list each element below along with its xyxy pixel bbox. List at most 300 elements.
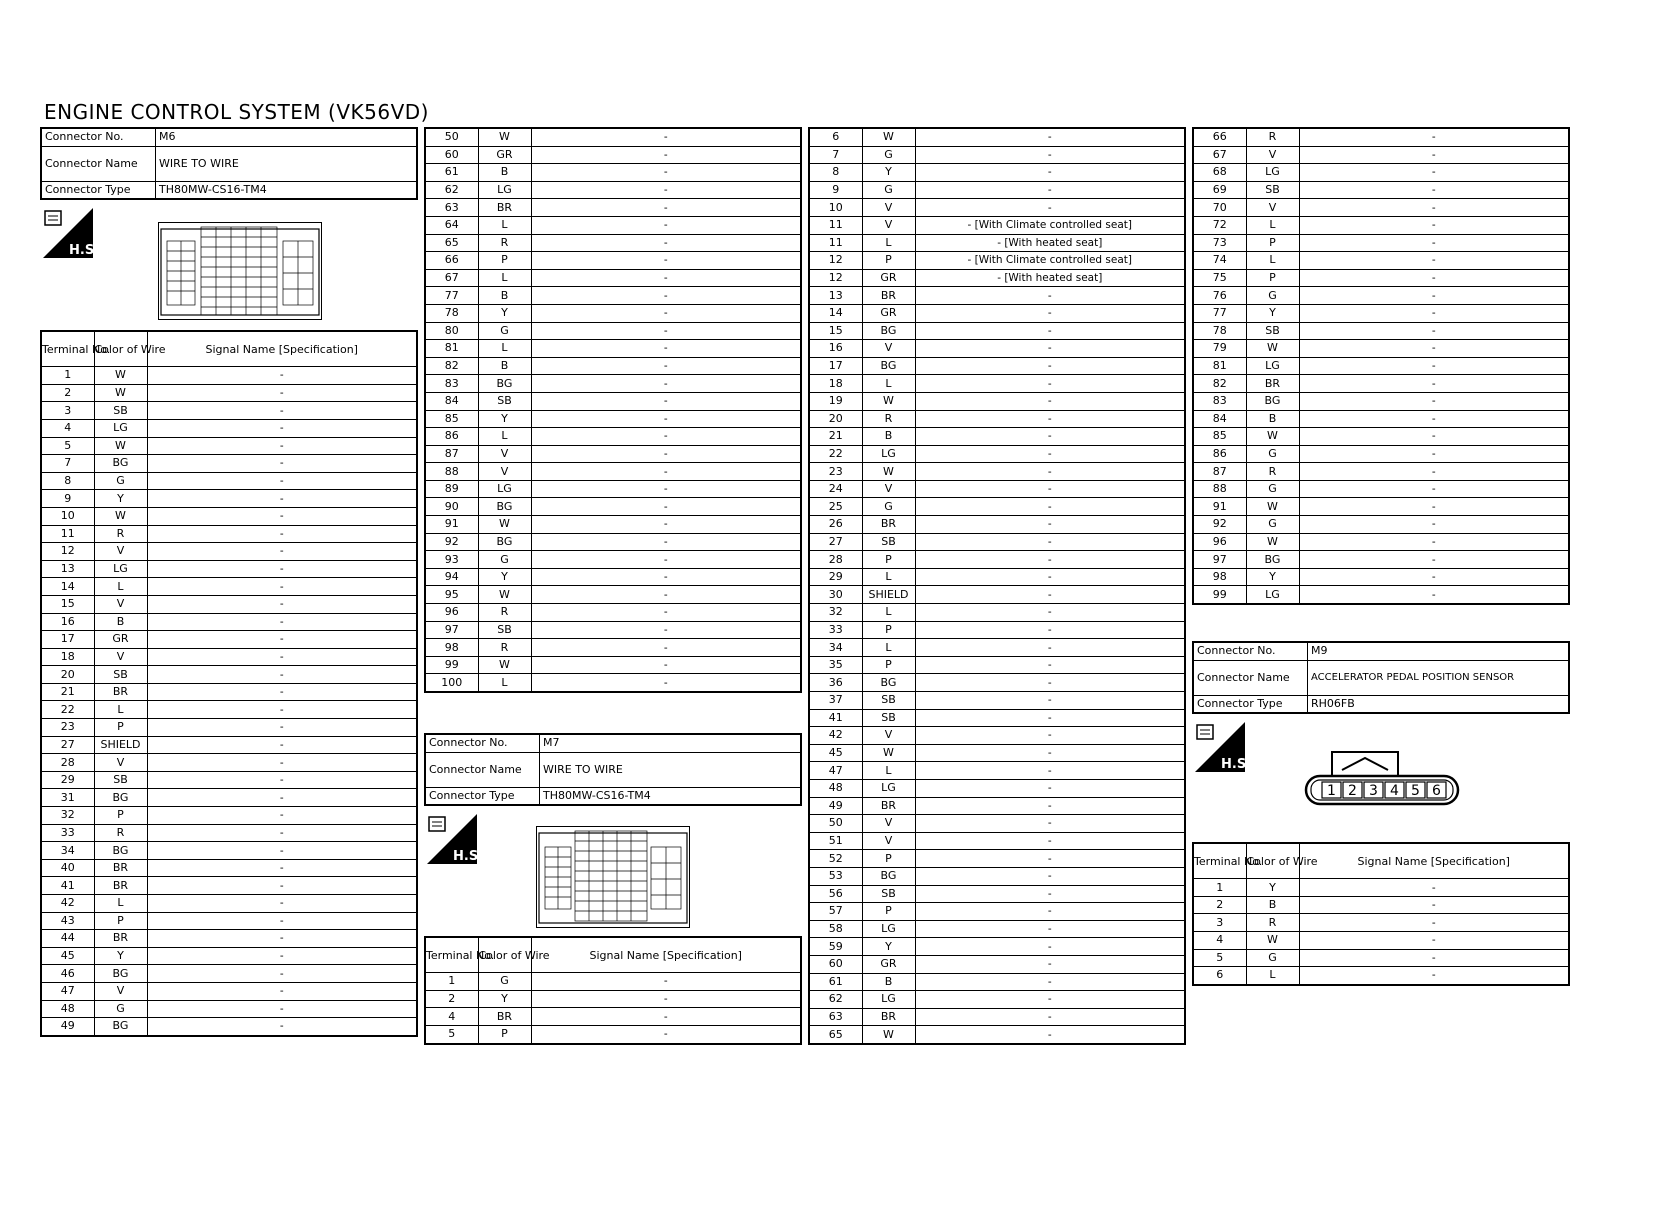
terminal-no-cell: 21: [809, 428, 862, 446]
signal-name-cell: -: [147, 754, 417, 772]
table-row: [809, 533, 1185, 551]
table-row: [41, 859, 417, 877]
table-row: [425, 498, 801, 516]
terminal-no-cell: 82: [1193, 375, 1246, 393]
signal-name-cell: -: [1299, 340, 1569, 358]
wire-color-cell: W: [94, 367, 147, 385]
signal-name-cell: -: [1299, 269, 1569, 287]
terminal-no-cell: 92: [425, 533, 478, 551]
wire-color-cell: LG: [94, 560, 147, 578]
m7-rows: [425, 973, 801, 1044]
table-row: [1193, 896, 1569, 914]
terminal-no-cell: 64: [425, 216, 478, 234]
wire-color-cell: W: [94, 507, 147, 525]
wire-color-cell: G: [94, 472, 147, 490]
terminal-no-cell: 77: [425, 287, 478, 305]
table-row: [1193, 932, 1569, 950]
m9-pin-label: 6: [1432, 783, 1441, 800]
terminal-no-cell: 29: [41, 771, 94, 789]
table-row: [425, 392, 801, 410]
wire-color-cell: G: [94, 1000, 147, 1018]
signal-name-cell: -: [147, 613, 417, 631]
terminal-no-cell: 17: [41, 631, 94, 649]
table-row: [809, 392, 1185, 410]
signal-name-cell: -: [1299, 428, 1569, 446]
wire-color-cell: Y: [1246, 879, 1299, 897]
wire-color-cell: W: [862, 128, 915, 146]
terminal-no-cell: 48: [809, 779, 862, 797]
signal-name-cell: -: [1299, 551, 1569, 569]
wire-color-cell: V: [862, 340, 915, 358]
table-row: [425, 287, 801, 305]
signal-name-cell: -: [915, 621, 1185, 639]
harness-side-icon: [1195, 722, 1252, 773]
signal-name-cell: -: [1299, 480, 1569, 498]
table-row: [425, 340, 801, 358]
terminal-no-cell: 33: [41, 824, 94, 842]
wire-color-cell: P: [1246, 234, 1299, 252]
wire-color-cell: BG: [862, 322, 915, 340]
terminal-no-cell: 63: [809, 1008, 862, 1026]
signal-name-cell: -: [147, 982, 417, 1000]
terminal-no-cell: 5: [1193, 949, 1246, 967]
wire-color-cell: L: [862, 604, 915, 622]
table-row: [809, 357, 1185, 375]
terminal-no-cell: 87: [1193, 463, 1246, 481]
signal-name-cell: -: [915, 867, 1185, 885]
signal-name-cell: -: [531, 428, 801, 446]
header-color-of-wire: Color of Wire: [1246, 843, 1299, 879]
m6-rows: [41, 367, 417, 1036]
table-row: [41, 807, 417, 825]
signal-name-cell: -: [915, 779, 1185, 797]
wire-color-cell: B: [478, 164, 531, 182]
table-row: [425, 181, 801, 199]
wire-color-cell: SB: [478, 621, 531, 639]
signal-name-cell: -: [915, 815, 1185, 833]
terminal-no-cell: 31: [41, 789, 94, 807]
terminal-no-cell: 66: [1193, 128, 1246, 146]
wire-color-cell: G: [1246, 287, 1299, 305]
signal-name-cell: -: [1299, 568, 1569, 586]
wire-color-cell: LG: [1246, 357, 1299, 375]
table-row: [41, 578, 417, 596]
terminal-no-cell: 37: [809, 692, 862, 710]
wire-color-cell: B: [862, 973, 915, 991]
wire-color-cell: GR: [862, 304, 915, 322]
signal-name-cell: -: [147, 384, 417, 402]
table-row: [41, 877, 417, 895]
terminal-no-cell: 5: [425, 1025, 478, 1043]
terminal-no-cell: 73: [1193, 234, 1246, 252]
table-row: [425, 199, 801, 217]
table-row: [1193, 410, 1569, 428]
signal-name-cell: -: [531, 990, 801, 1008]
terminal-no-cell: 9: [809, 181, 862, 199]
table-row: [809, 762, 1185, 780]
m9-connector-face-icon: [1302, 748, 1462, 808]
signal-name-cell: -: [915, 850, 1185, 868]
table-row: [809, 779, 1185, 797]
terminal-no-cell: 81: [425, 340, 478, 358]
table-row: [41, 982, 417, 1000]
wire-color-cell: R: [478, 639, 531, 657]
table-row: [1193, 164, 1569, 182]
signal-name-cell: -: [147, 895, 417, 913]
signal-name-cell: -: [531, 392, 801, 410]
signal-name-cell: -: [1299, 128, 1569, 146]
signal-name-cell: -: [1299, 216, 1569, 234]
signal-name-cell: -: [915, 410, 1185, 428]
wire-color-cell: V: [1246, 199, 1299, 217]
wire-color-cell: V: [478, 445, 531, 463]
wire-color-cell: Y: [478, 568, 531, 586]
wire-color-cell: W: [1246, 498, 1299, 516]
signal-name-cell: -: [147, 1018, 417, 1036]
table-row: [425, 533, 801, 551]
wire-color-cell: L: [1246, 252, 1299, 270]
label-connector-no: Connector No.: [425, 734, 540, 752]
signal-name-cell: -: [147, 859, 417, 877]
terminal-no-cell: 7: [41, 455, 94, 473]
signal-name-cell: -: [915, 727, 1185, 745]
column-3: [808, 127, 1186, 1045]
terminal-no-cell: 45: [809, 744, 862, 762]
table-row: [1193, 146, 1569, 164]
signal-name-cell: -: [915, 304, 1185, 322]
m7-rows-cont2: [1193, 128, 1569, 604]
signal-name-cell: -: [531, 1008, 801, 1026]
wire-color-cell: V: [862, 832, 915, 850]
terminal-no-cell: 82: [425, 357, 478, 375]
table-row: [1193, 128, 1569, 146]
signal-name-cell: -: [1299, 533, 1569, 551]
m9-pin-label: 1: [1327, 783, 1336, 800]
wire-color-cell: W: [1246, 428, 1299, 446]
table-row: [809, 727, 1185, 745]
wire-color-cell: L: [478, 428, 531, 446]
terminal-no-cell: 53: [809, 867, 862, 885]
terminal-no-cell: 84: [1193, 410, 1246, 428]
table-row: [809, 568, 1185, 586]
wire-color-cell: BR: [862, 516, 915, 534]
m7-terminal-table-cont: [808, 127, 1186, 1045]
wire-color-cell: LG: [862, 991, 915, 1009]
table-row: [809, 516, 1185, 534]
terminal-no-cell: 49: [41, 1018, 94, 1036]
wire-color-cell: R: [478, 604, 531, 622]
signal-name-cell: -: [147, 683, 417, 701]
table-row: [425, 269, 801, 287]
terminal-no-cell: 27: [41, 736, 94, 754]
wire-color-cell: W: [862, 744, 915, 762]
hs-label: H.S.: [69, 243, 100, 259]
wire-color-cell: G: [1246, 480, 1299, 498]
terminal-no-cell: 66: [425, 252, 478, 270]
table-row: [809, 445, 1185, 463]
terminal-no-cell: 96: [1193, 533, 1246, 551]
table-row: [41, 842, 417, 860]
table-row: [41, 701, 417, 719]
table-row: [809, 604, 1185, 622]
wire-color-cell: SB: [94, 771, 147, 789]
terminal-no-cell: 11: [41, 525, 94, 543]
signal-name-cell: -: [915, 586, 1185, 604]
wire-color-cell: W: [1246, 340, 1299, 358]
terminal-no-cell: 68: [1193, 164, 1246, 182]
wire-color-cell: P: [862, 850, 915, 868]
signal-name-cell: -: [1299, 357, 1569, 375]
wire-color-cell: BR: [94, 859, 147, 877]
terminal-no-cell: 83: [1193, 392, 1246, 410]
signal-name-cell: -: [915, 322, 1185, 340]
table-row: [41, 419, 417, 437]
terminal-no-cell: 90: [425, 498, 478, 516]
terminal-no-cell: 14: [809, 304, 862, 322]
wire-color-cell: BR: [862, 1008, 915, 1026]
terminal-no-cell: 86: [425, 428, 478, 446]
terminal-no-cell: 4: [41, 419, 94, 437]
terminal-no-cell: 4: [1193, 932, 1246, 950]
terminal-no-cell: 65: [425, 234, 478, 252]
terminal-no-cell: 20: [809, 410, 862, 428]
terminal-no-cell: 1: [41, 367, 94, 385]
wire-color-cell: LG: [1246, 164, 1299, 182]
wire-color-cell: W: [478, 586, 531, 604]
terminal-no-cell: 28: [41, 754, 94, 772]
wire-color-cell: Y: [94, 490, 147, 508]
signal-name-cell: -: [531, 621, 801, 639]
terminal-no-cell: 99: [1193, 586, 1246, 604]
table-row: [41, 648, 417, 666]
terminal-no-cell: 75: [1193, 269, 1246, 287]
signal-name-cell: -: [1299, 498, 1569, 516]
terminal-no-cell: 32: [41, 807, 94, 825]
terminal-no-cell: 6: [1193, 967, 1246, 985]
signal-name-cell: -: [1299, 586, 1569, 604]
wire-color-cell: V: [478, 463, 531, 481]
m9-connector-diagram: [1192, 714, 1570, 842]
terminal-no-cell: 60: [425, 146, 478, 164]
wire-color-cell: L: [94, 701, 147, 719]
terminal-no-cell: 85: [425, 410, 478, 428]
table-row: [809, 551, 1185, 569]
terminal-no-cell: 84: [425, 392, 478, 410]
wire-color-cell: BG: [94, 965, 147, 983]
terminal-no-cell: 83: [425, 375, 478, 393]
terminal-no-cell: 100: [425, 674, 478, 692]
signal-name-cell: -: [915, 533, 1185, 551]
table-row: [41, 595, 417, 613]
terminal-no-cell: 8: [809, 164, 862, 182]
terminal-no-cell: 27: [809, 533, 862, 551]
signal-name-cell: -: [915, 955, 1185, 973]
hs-label: H.S.: [453, 849, 484, 865]
table-row: [41, 384, 417, 402]
terminal-no-cell: 42: [809, 727, 862, 745]
signal-name-cell: -: [147, 824, 417, 842]
table-row: [1193, 533, 1569, 551]
terminal-no-cell: 51: [809, 832, 862, 850]
table-row: [41, 455, 417, 473]
table-row: [1193, 516, 1569, 534]
table-row: [41, 543, 417, 561]
page-title: ENGINE CONTROL SYSTEM (VK56VD): [44, 100, 429, 124]
wire-color-cell: LG: [1246, 586, 1299, 604]
terminal-no-cell: 7: [809, 146, 862, 164]
wire-color-cell: BG: [94, 842, 147, 860]
signal-name-cell: -: [915, 480, 1185, 498]
signal-name-cell: -: [1299, 287, 1569, 305]
signal-name-cell: -: [531, 410, 801, 428]
signal-name-cell: -: [1299, 164, 1569, 182]
terminal-no-cell: 42: [41, 895, 94, 913]
terminal-no-cell: 11: [809, 234, 862, 252]
m7-connector-no: M7: [540, 734, 802, 752]
terminal-no-cell: 5: [41, 437, 94, 455]
wire-color-cell: P: [478, 252, 531, 270]
m6-connector-type: TH80MW-CS16-TM4: [156, 181, 418, 199]
table-row: [809, 498, 1185, 516]
signal-name-cell: -: [915, 146, 1185, 164]
signal-name-cell: -: [915, 199, 1185, 217]
wire-color-cell: Y: [1246, 304, 1299, 322]
table-row: [425, 586, 801, 604]
signal-name-cell: -: [531, 445, 801, 463]
wire-color-cell: BG: [94, 789, 147, 807]
wire-color-cell: BG: [862, 357, 915, 375]
table-row: [809, 216, 1185, 234]
table-row: [1193, 181, 1569, 199]
wire-color-cell: Y: [478, 990, 531, 1008]
wire-color-cell: BG: [1246, 551, 1299, 569]
table-row: [1193, 287, 1569, 305]
terminal-no-cell: 70: [1193, 199, 1246, 217]
table-row: [809, 234, 1185, 252]
terminal-no-cell: 80: [425, 322, 478, 340]
table-row: [809, 903, 1185, 921]
terminal-no-cell: 49: [809, 797, 862, 815]
signal-name-cell: -: [531, 463, 801, 481]
wire-color-cell: LG: [862, 779, 915, 797]
terminal-no-cell: 15: [41, 595, 94, 613]
terminal-no-cell: 6: [809, 128, 862, 146]
table-row: [1193, 322, 1569, 340]
signal-name-cell: -: [1299, 463, 1569, 481]
wire-color-cell: W: [862, 463, 915, 481]
table-row: [1193, 375, 1569, 393]
table-row: [809, 269, 1185, 287]
label-connector-no: Connector No.: [41, 128, 156, 146]
terminal-no-cell: 65: [809, 1026, 862, 1044]
m7-terminal-table-cont2: [1192, 127, 1570, 605]
signal-name-cell: -: [531, 375, 801, 393]
table-row: [809, 164, 1185, 182]
table-row: [809, 621, 1185, 639]
wire-color-cell: G: [862, 498, 915, 516]
terminal-no-cell: 10: [41, 507, 94, 525]
table-row: [425, 128, 801, 146]
signal-name-cell: -: [1299, 199, 1569, 217]
signal-name-cell: -: [531, 164, 801, 182]
terminal-no-cell: 94: [425, 568, 478, 586]
signal-name-cell: -: [531, 340, 801, 358]
wire-color-cell: L: [94, 895, 147, 913]
wire-color-cell: BR: [1246, 375, 1299, 393]
signal-name-cell: -: [147, 543, 417, 561]
signal-name-cell: -: [147, 455, 417, 473]
table-row: [809, 146, 1185, 164]
terminal-no-cell: 29: [809, 568, 862, 586]
wire-color-cell: G: [1246, 516, 1299, 534]
table-row: [425, 990, 801, 1008]
signal-name-cell: -: [531, 1025, 801, 1043]
terminal-no-cell: 9: [41, 490, 94, 508]
table-row: [41, 437, 417, 455]
table-row: [425, 1025, 801, 1043]
table-row: [425, 410, 801, 428]
table-row: [41, 367, 417, 385]
table-row: [425, 604, 801, 622]
terminal-no-cell: 60: [809, 955, 862, 973]
m6-info-table: [40, 127, 418, 200]
terminal-no-cell: 69: [1193, 181, 1246, 199]
wire-color-cell: V: [1246, 146, 1299, 164]
terminal-no-cell: 25: [809, 498, 862, 516]
wire-color-cell: G: [478, 973, 531, 991]
signal-name-cell: -: [147, 507, 417, 525]
wire-color-cell: LG: [862, 445, 915, 463]
terminal-no-cell: 17: [809, 357, 862, 375]
table-row: [1193, 914, 1569, 932]
signal-name-cell: -: [1299, 896, 1569, 914]
table-row: [41, 754, 417, 772]
wire-color-cell: L: [862, 568, 915, 586]
wire-color-cell: L: [1246, 216, 1299, 234]
wire-color-cell: SB: [862, 709, 915, 727]
wire-color-cell: W: [1246, 932, 1299, 950]
signal-name-cell: -: [531, 304, 801, 322]
table-row: [41, 525, 417, 543]
table-row: [809, 850, 1185, 868]
terminal-no-cell: 41: [41, 877, 94, 895]
terminal-no-cell: 52: [809, 850, 862, 868]
signal-name-cell: -: [915, 392, 1185, 410]
table-row: [809, 639, 1185, 657]
signal-name-cell: -: [1299, 932, 1569, 950]
wire-color-cell: W: [862, 1026, 915, 1044]
wire-color-cell: BG: [478, 375, 531, 393]
wire-color-cell: Y: [478, 410, 531, 428]
m9-connector-type: RH06FB: [1308, 695, 1570, 713]
signal-name-cell: -: [915, 128, 1185, 146]
wire-color-cell: BG: [478, 498, 531, 516]
signal-name-cell: -: [915, 744, 1185, 762]
wire-color-cell: P: [862, 252, 915, 270]
table-row: [1193, 879, 1569, 897]
wire-color-cell: G: [862, 181, 915, 199]
wire-color-cell: P: [862, 621, 915, 639]
table-row: [41, 683, 417, 701]
table-row: [809, 885, 1185, 903]
label-connector-name: Connector Name: [1193, 660, 1308, 695]
wire-color-cell: BG: [1246, 392, 1299, 410]
signal-name-cell: -: [915, 164, 1185, 182]
table-row: [425, 656, 801, 674]
table-row: [41, 824, 417, 842]
wire-color-cell: L: [862, 375, 915, 393]
wire-color-cell: SB: [862, 533, 915, 551]
